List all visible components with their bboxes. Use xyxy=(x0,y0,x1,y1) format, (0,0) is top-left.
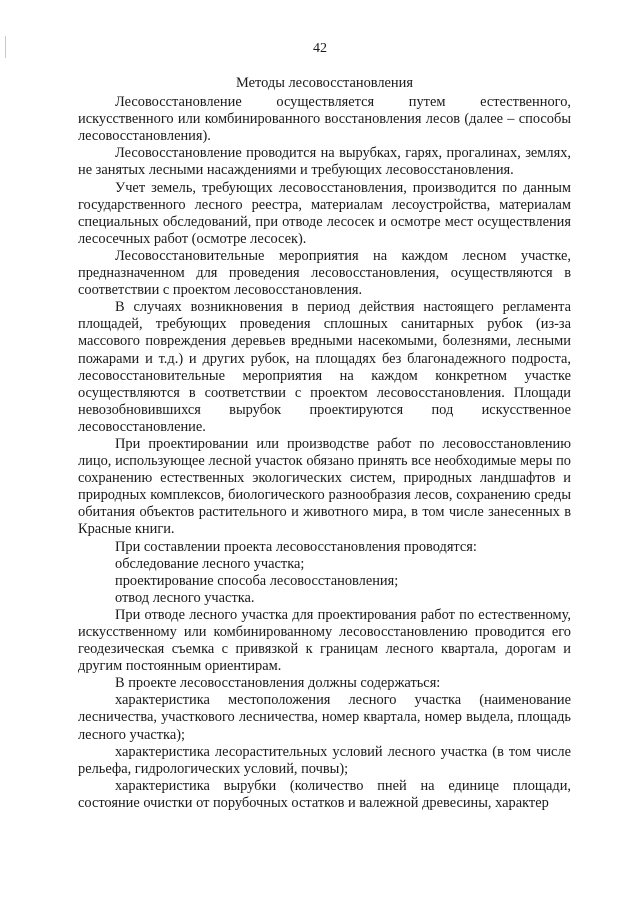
document-body xyxy=(78,75,571,812)
page-number: 42 xyxy=(313,41,327,56)
paragraph: При проектировании или производстве работ по лесовосстановлению лицо, использующее лесной участок обязано принять все необходимые меры по сохранению естественных экологических систем, природных ландшафтов и природных комплексов, биологического разнообразия лесов, сохранению среды обитания объектов растительного и животного мира, в том числе занесенных в Красные книги. xyxy=(78,435,571,538)
list-item: отвод лесного участка. xyxy=(115,589,255,606)
list-item: обследование лесного участка; xyxy=(115,555,305,572)
list-item: характеристика лесорастительных условий лесного участка (в том числе рельефа, гидрологических условий, почвы); xyxy=(78,743,571,777)
paragraph: Учет земель, требующих лесовосстановления, производится по данным государственного лесного реестра, материалам лесоустройства, материалам специальных обследований, при отводе лесосек и осмотре мест осуществления лесосечных работ (осмотре лесосек). xyxy=(78,179,571,247)
paragraph: В проекте лесовосстановления должны содержаться: xyxy=(115,675,441,692)
paragraph: Лесовосстановление осуществляется путем естественного, искусственного или комбинированного восстановления лесов (далее – способы лесовосстановления). xyxy=(78,94,571,145)
list-item: характеристика вырубки (количество пней на единице площади, состояние очистки от порубочных остатков и валежной древесины, характер xyxy=(78,777,571,811)
list-item: проектирование способа лесовосстановления; xyxy=(115,572,399,589)
paragraph: Лесовосстановление проводится на вырубках, гарях, прогалинах, землях, не занятых лесными насаждениями и требующих лесовосстановления. xyxy=(78,145,571,179)
list-item: характеристика местоположения лесного участка (наименование лесничества, участкового лесничества, номер квартала, номер выдела, площадь лесного участка); xyxy=(78,692,571,743)
section-heading: Методы лесовосстановления xyxy=(236,75,413,91)
paragraph: В случаях возникновения в период действия настоящего регламента площадей, требующих проведения сплошных санитарных рубок (из-за массового повреждения деревьев вредными насекомыми, болезнями, лесными пожарами и т.д.) и других рубок, на площадях без благонадежного подроста, лесовосстановительные мероприятия на каждом конкретном участке осуществляются в соответствии с проектом лесовосстановления. Площади невозобновившихся вырубок проектируются под искусственное лесовосстановление. xyxy=(78,299,571,435)
paragraph: Лесовосстановительные мероприятия на каждом лесном участке, предназначенном для проведения лесовосстановления, осуществляются в соответствии с проектом лесовосстановления. xyxy=(78,247,571,299)
paragraph: При отводе лесного участка для проектирования работ по естественному, искусственному или комбинированному лесовосстановлению проводится его геодезическая съемка с привязкой к границам лесного квартала, дорогам и другим постоянным ориентирам. xyxy=(78,606,571,675)
paragraph: При составлении проекта лесовосстановления проводятся: xyxy=(115,538,477,555)
